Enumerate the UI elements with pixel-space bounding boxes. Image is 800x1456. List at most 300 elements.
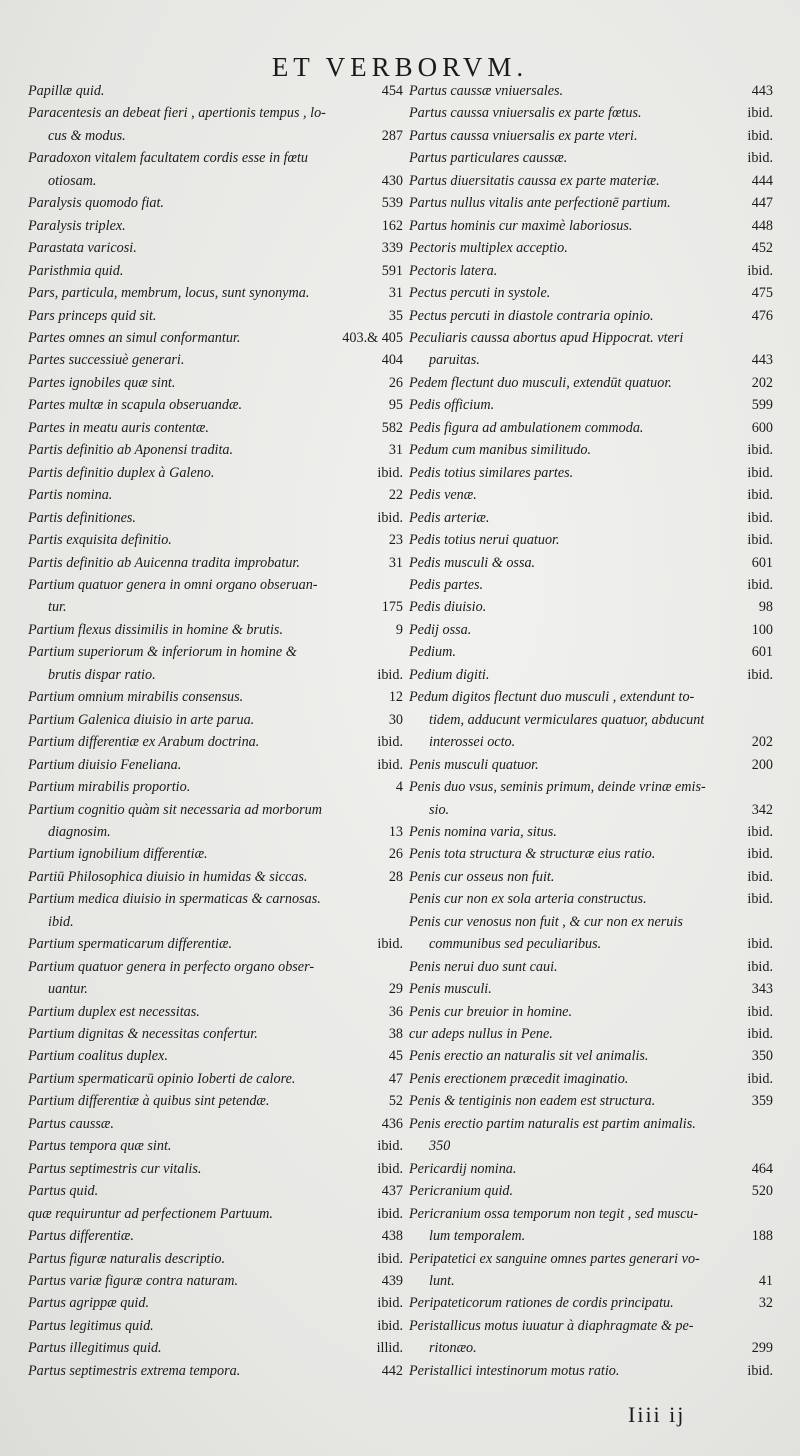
index-entry — [28, 641, 403, 686]
entry-page-ref: 31 — [388, 442, 403, 459]
index-entry — [28, 1068, 403, 1090]
entry-page-ref: ibid. — [747, 1026, 773, 1043]
entry-page-ref: 444 — [751, 172, 773, 189]
entry-page-ref: 41 — [758, 1273, 773, 1290]
entry-page-ref: 430 — [381, 172, 403, 189]
entry-term: Pectoris multiplex acceptio. — [409, 240, 568, 257]
entry-continuation: tidem, adducunt vermiculares quatuor, abducunt — [429, 711, 705, 728]
entry-continuation: brutis dispar ratio. — [48, 666, 156, 683]
index-entry — [409, 664, 773, 686]
entry-term: Pericranium ossa temporum non tegit , sed muscu- — [409, 1205, 699, 1222]
entry-page-ref: ibid. — [747, 532, 773, 549]
entry-page-ref: ibid. — [377, 756, 403, 773]
index-entry — [409, 439, 773, 461]
entry-term: Penis erectio an naturalis sit vel animalis. — [409, 1048, 649, 1065]
entry-page-ref: 447 — [751, 195, 773, 212]
entry-page-ref: 454 — [381, 83, 403, 99]
index-column-left — [28, 80, 403, 1382]
entry-term: Penis cur non ex sola arteria constructus. — [409, 891, 647, 908]
entry-term: Partis definitio duplex à Galeno. — [28, 464, 215, 481]
index-column-right — [409, 80, 773, 1382]
index-entry — [28, 1225, 403, 1247]
entry-term: Partus figuræ naturalis descriptio. — [28, 1250, 226, 1267]
index-entry — [409, 1203, 773, 1248]
entry-term: Pedij ossa. — [409, 621, 472, 638]
index-entry — [28, 1248, 403, 1270]
index-entry — [28, 1270, 403, 1292]
index-entry — [28, 933, 403, 955]
entry-term: Pedis venæ. — [409, 487, 477, 504]
entry-page-ref: 601 — [751, 554, 773, 571]
entry-page-ref: ibid. — [377, 1250, 403, 1267]
index-entry — [28, 192, 403, 214]
entry-page-ref: 299 — [751, 1340, 773, 1357]
entry-continuation: ritonæo. — [429, 1340, 477, 1357]
entry-page-ref: ibid. — [747, 868, 773, 885]
entry-term: Pars, particula, membrum, locus, sunt synonyma. — [28, 285, 310, 302]
entry-term: Partes successiuè generari. — [28, 352, 185, 369]
index-entry — [409, 1248, 773, 1293]
entry-term: Penis musculi. — [409, 981, 492, 998]
entry-continuation: uantur. — [48, 981, 88, 998]
index-entry — [409, 147, 773, 169]
entry-term: Pars princeps quid sit. — [28, 307, 157, 324]
entry-term: Pedis diuisio. — [409, 599, 487, 616]
entry-page-ref: ibid. — [377, 464, 403, 481]
entry-page-ref: 443 — [751, 83, 773, 99]
index-entry — [28, 372, 403, 394]
index-entry — [409, 305, 773, 327]
entry-term: Partium duplex est necessitas. — [28, 1003, 200, 1020]
entry-page-ref: ibid. — [747, 127, 773, 144]
entry-term: Pedis totius similares partes. — [409, 464, 574, 481]
index-entry — [409, 1135, 773, 1157]
index-entry — [28, 1001, 403, 1023]
entry-page-ref: ibid. — [747, 464, 773, 481]
entry-term: Partium Galenica diuisio in arte parua. — [28, 711, 255, 728]
entry-page-ref: 175 — [381, 599, 403, 616]
entry-page-ref: ibid. — [747, 487, 773, 504]
entry-term: Partium spermaticarum differentiæ. — [28, 936, 233, 953]
entry-term: Pericardij nomina. — [409, 1160, 517, 1177]
index-entry — [409, 911, 773, 956]
entry-page-ref: 442 — [381, 1362, 403, 1379]
index-entry — [409, 507, 773, 529]
entry-term: Partium quatuor genera in omni organo obseruan- — [28, 576, 318, 593]
entry-page-ref: 200 — [751, 756, 773, 773]
entry-term: Partium differentiæ à quibus sint petendæ. — [28, 1093, 270, 1110]
index-entry — [409, 1360, 773, 1382]
index-entry — [409, 1292, 773, 1314]
entry-continuation: communibus sed peculiaribus. — [429, 936, 602, 953]
entry-page-ref: 437 — [381, 1183, 403, 1200]
entry-term: Pedis musculi & ossa. — [409, 554, 536, 571]
index-entry — [28, 1315, 403, 1337]
entry-page-ref: 436 — [381, 1115, 403, 1132]
index-entry — [28, 1360, 403, 1382]
entry-term: Paradoxon vitalem facultatem cordis esse in fœtu — [28, 150, 309, 167]
entry-page-ref: ibid. — [747, 958, 773, 975]
index-entry — [409, 1068, 773, 1090]
entry-page-ref: 359 — [751, 1093, 773, 1110]
entry-page-ref: ibid. — [747, 666, 773, 683]
index-entry — [28, 1023, 403, 1045]
entry-page-ref: 404 — [381, 352, 403, 369]
index-entry — [409, 843, 773, 865]
index-entry — [28, 799, 403, 844]
index-entry — [28, 80, 403, 102]
index-entry — [409, 1158, 773, 1180]
index-entry — [28, 776, 403, 798]
entry-page-ref: 476 — [751, 307, 773, 324]
entry-term: cur adeps nullus in Pene. — [409, 1026, 553, 1043]
index-entry — [409, 956, 773, 978]
entry-page-ref: ibid. — [747, 823, 773, 840]
entry-term: Penis cur osseus non fuit. — [409, 868, 555, 885]
entry-term: Partus caussæ vniuersales. — [409, 83, 564, 99]
entry-page-ref: 26 — [388, 846, 403, 863]
entry-page-ref: ibid. — [377, 936, 403, 953]
entry-page-ref: ibid. — [747, 891, 773, 908]
index-entry — [409, 1315, 773, 1360]
entry-continuation: lum temporalem. — [429, 1228, 526, 1245]
entry-term: Paracentesis an debeat fieri , apertionis tempus , lo- — [28, 105, 326, 122]
entry-page-ref: 36 — [388, 1003, 403, 1020]
entry-term: Partium coalitus duplex. — [28, 1048, 168, 1065]
entry-continuation: otiosam. — [48, 172, 97, 189]
entry-term: 350 — [429, 1138, 451, 1155]
index-entry — [409, 170, 773, 192]
entry-page-ref: 12 — [388, 689, 403, 706]
entry-term: Pericranium quid. — [409, 1183, 514, 1200]
entry-page-ref: 342 — [751, 801, 773, 818]
index-entry — [409, 237, 773, 259]
index-entry — [28, 529, 403, 551]
entry-term: Pedium. — [409, 644, 456, 661]
index-entry — [409, 754, 773, 776]
index-entry — [28, 574, 403, 619]
entry-term: Partium quatuor genera in perfecto organo obser- — [28, 958, 315, 975]
entry-page-ref: 202 — [751, 734, 773, 751]
entry-page-ref: 98 — [758, 599, 773, 616]
index-entry — [28, 1135, 403, 1157]
entry-term: Pedium digiti. — [409, 666, 490, 683]
entry-page-ref: 47 — [388, 1070, 403, 1087]
entry-page-ref: 95 — [388, 397, 403, 414]
entry-term: Pedum cum manibus similitudo. — [409, 442, 592, 459]
entry-page-ref: 162 — [381, 217, 403, 234]
entry-page-ref: 35 — [388, 307, 403, 324]
entry-page-ref: 22 — [388, 487, 403, 504]
entry-term: Partis definitiones. — [28, 509, 136, 526]
entry-continuation: paruitas. — [429, 352, 480, 369]
entry-page-ref: 599 — [751, 397, 773, 414]
entry-term: Pectus percuti in systole. — [409, 285, 551, 302]
entry-term: Partus nullus vitalis ante perfectionē partium. — [409, 195, 671, 212]
index-entry — [409, 102, 773, 124]
entry-continuation: diagnosim. — [48, 823, 111, 840]
entry-term: Penis & tentiginis non eadem est structura. — [409, 1093, 656, 1110]
entry-term: Partium mirabilis proportio. — [28, 779, 191, 796]
entry-page-ref: 452 — [751, 240, 773, 257]
index-entry — [28, 237, 403, 259]
entry-page-ref: ibid. — [747, 846, 773, 863]
entry-page-ref: 9 — [395, 621, 403, 638]
entry-term: Peculiaris caussa abortus apud Hippocrat. vteri — [409, 329, 684, 346]
entry-term: Partium dignitas & necessitas confertur. — [28, 1026, 258, 1043]
entry-term: Partiū Philosophica diuisio in humidas & siccas. — [28, 868, 308, 885]
index-entry — [28, 709, 403, 731]
entry-page-ref: ibid. — [747, 1362, 773, 1379]
entry-term: Partium differentiæ ex Arabum doctrina. — [28, 734, 260, 751]
entry-term: Partis nomina. — [28, 487, 113, 504]
entry-page-ref: 339 — [381, 240, 403, 257]
index-entry — [409, 282, 773, 304]
entry-term: Pectoris latera. — [409, 262, 498, 279]
entry-page-ref: ibid. — [377, 1205, 403, 1222]
entry-page-ref: 4 — [395, 779, 403, 796]
index-entry — [28, 417, 403, 439]
entry-term: Partus diuersitatis caussa ex parte materiæ. — [409, 172, 660, 189]
page-header: ET VERBORVM. — [271, 52, 529, 82]
entry-page-ref: 31 — [388, 285, 403, 302]
entry-page-ref: ibid. — [377, 734, 403, 751]
entry-term: Paralysis quomodo fiat. — [28, 195, 164, 212]
entry-term: Penis tota structura & structuræ eius ratio. — [409, 846, 656, 863]
entry-page-ref: 287 — [381, 127, 403, 144]
entry-term: Penis musculi quatuor. — [409, 756, 539, 773]
entry-page-ref: 13 — [388, 823, 403, 840]
index-entry — [409, 192, 773, 214]
index-entry — [28, 327, 403, 349]
index-entry — [409, 552, 773, 574]
entry-page-ref: illid. — [376, 1340, 403, 1357]
entry-page-ref: 202 — [751, 374, 773, 391]
index-entry — [28, 956, 403, 1001]
index-entry — [28, 1180, 403, 1202]
entry-page-ref: ibid. — [747, 1070, 773, 1087]
entry-page-ref: 539 — [381, 195, 403, 212]
entry-term: Penis cur breuior in homine. — [409, 1003, 573, 1020]
index-entry — [28, 102, 403, 147]
entry-page-ref: 343 — [751, 981, 773, 998]
index-entry — [409, 394, 773, 416]
entry-page-ref: ibid. — [747, 576, 773, 593]
index-entry — [28, 507, 403, 529]
entry-term: Partes omnes an simul conformantur. — [28, 329, 241, 346]
entry-term: Pedis partes. — [409, 576, 484, 593]
index-entry — [28, 754, 403, 776]
index-entry — [409, 80, 773, 102]
entry-page-ref: 403.& 405 — [342, 329, 403, 346]
index-entry — [28, 619, 403, 641]
entry-term: Partus caussa vniuersalis ex parte vteri. — [409, 127, 638, 144]
entry-term: Partium diuisio Feneliana. — [28, 756, 182, 773]
entry-page-ref: 600 — [751, 419, 773, 436]
entry-term: Penis cur venosus non fuit , & cur non ex neruis — [409, 913, 683, 930]
entry-term: Partus differentiæ. — [28, 1228, 134, 1245]
entry-term: Partium omnium mirabilis consensus. — [28, 689, 244, 706]
entry-page-ref: ibid. — [747, 105, 773, 122]
index-entry — [409, 1113, 773, 1135]
entry-term: Partus quid. — [28, 1183, 99, 1200]
entry-term: Pedis arteriæ. — [409, 509, 490, 526]
index-entry — [28, 394, 403, 416]
index-entry — [409, 260, 773, 282]
entry-page-ref: ibid. — [377, 1295, 403, 1312]
index-entry — [409, 1045, 773, 1067]
entry-page-ref: 350 — [751, 1048, 773, 1065]
entry-term: Paristhmia quid. — [28, 262, 124, 279]
index-entry — [28, 888, 403, 933]
entry-term: Partus illegitimus quid. — [28, 1340, 162, 1357]
entry-term: Peripateticorum rationes de cordis principatu. — [409, 1295, 674, 1312]
entry-page-ref: 520 — [751, 1183, 773, 1200]
entry-term: Partus septimestris extrema tempora. — [28, 1362, 241, 1379]
entry-page-ref: ibid. — [377, 666, 403, 683]
entry-term: Paralysis triplex. — [28, 217, 126, 234]
entry-term: Partis definitio ab Auicenna tradita improbatur. — [28, 554, 300, 571]
entry-term: Penis erectio partim naturalis est partim animalis. — [409, 1115, 696, 1132]
index-entry — [409, 1180, 773, 1202]
index-entry — [409, 619, 773, 641]
index-entry — [409, 417, 773, 439]
entry-page-ref: 100 — [751, 621, 773, 638]
entry-term: Partes multæ in scapula obseruandæ. — [28, 397, 242, 414]
index-entry — [28, 147, 403, 192]
index-entry — [409, 484, 773, 506]
entry-page-ref: ibid. — [377, 509, 403, 526]
entry-continuation: cus & modus. — [48, 127, 126, 144]
entry-page-ref: ibid. — [747, 150, 773, 167]
entry-page-ref: ibid. — [747, 262, 773, 279]
entry-page-ref: 45 — [388, 1048, 403, 1065]
index-entry — [28, 552, 403, 574]
index-entry — [28, 484, 403, 506]
entry-term: Penis nomina varia, situs. — [409, 823, 557, 840]
index-entry — [409, 529, 773, 551]
entry-term: Partis exquisita definitio. — [28, 532, 172, 549]
index-entry — [409, 596, 773, 618]
entry-term: Peripatetici ex sanguine omnes partes generari vo- — [409, 1250, 700, 1267]
entry-term: Partes in meatu auris contentæ. — [28, 419, 209, 436]
entry-page-ref: ibid. — [377, 1317, 403, 1334]
entry-page-ref: 464 — [751, 1160, 773, 1177]
entry-term: Partium spermaticarū opinio Ioberti de calore. — [28, 1070, 296, 1087]
index-entry — [28, 866, 403, 888]
entry-term: Partus variæ figuræ contra naturam. — [28, 1273, 239, 1290]
entry-term: Parastata varicosi. — [28, 240, 137, 257]
entry-page-ref: 31 — [388, 554, 403, 571]
index-entry — [28, 1113, 403, 1135]
entry-page-ref: 23 — [388, 532, 403, 549]
entry-page-ref: 443 — [751, 352, 773, 369]
entry-page-ref: 38 — [388, 1026, 403, 1043]
entry-term: Pedum digitos flectunt duo musculi , extendunt to- — [409, 689, 695, 706]
entry-term: Peristallici intestinorum motus ratio. — [409, 1362, 620, 1379]
index-entry — [28, 1337, 403, 1359]
entry-page-ref: 475 — [751, 285, 773, 302]
index-entry — [409, 574, 773, 596]
index-entry — [409, 1090, 773, 1112]
entry-term: Partium cognitio quàm sit necessaria ad morborum — [28, 801, 322, 818]
entry-term: Partes ignobiles quæ sint. — [28, 374, 176, 391]
entry-page-ref: 438 — [381, 1228, 403, 1245]
index-entry — [409, 641, 773, 663]
entry-continuation: lunt. — [429, 1273, 455, 1290]
entry-continuation: interossei octo. — [429, 734, 516, 751]
index-entry — [409, 866, 773, 888]
index-entry — [409, 978, 773, 1000]
entry-term: Pedis totius nerui quatuor. — [409, 532, 560, 549]
entry-page-ref: 188 — [751, 1228, 773, 1245]
index-entry — [409, 1023, 773, 1045]
entry-page-ref: 30 — [388, 711, 403, 728]
index-entry — [28, 462, 403, 484]
entry-term: Partium ignobilium differentiæ. — [28, 846, 208, 863]
entry-term: Pedis figura ad ambulationem commoda. — [409, 419, 644, 436]
entry-term: Pectus percuti in diastole contraria opinio. — [409, 307, 654, 324]
entry-page-ref: ibid. — [747, 509, 773, 526]
index-entry — [28, 215, 403, 237]
index-entry — [409, 215, 773, 237]
index-entry — [28, 686, 403, 708]
entry-continuation: sio. — [429, 801, 450, 818]
entry-term: Partus tempora quæ sint. — [28, 1138, 172, 1155]
entry-term: Partium flexus dissimilis in homine & brutis. — [28, 621, 283, 638]
index-entry — [28, 260, 403, 282]
index-entry — [28, 1158, 403, 1180]
index-entry — [28, 843, 403, 865]
entry-page-ref: ibid. — [747, 442, 773, 459]
entry-page-ref: ibid. — [377, 1138, 403, 1155]
index-entry — [409, 821, 773, 843]
index-entry — [28, 1045, 403, 1067]
entry-term: Pedis officium. — [409, 397, 495, 414]
entry-term: Partis definitio ab Aponensi tradita. — [28, 442, 234, 459]
entry-page-ref: 28 — [388, 868, 403, 885]
entry-continuation: ibid. — [48, 913, 74, 930]
entry-page-ref: ibid. — [747, 1003, 773, 1020]
index-entry — [409, 776, 773, 821]
index-entry — [28, 439, 403, 461]
index-entry — [409, 372, 773, 394]
entry-page-ref: 32 — [758, 1295, 773, 1312]
entry-page-ref: 591 — [381, 262, 403, 279]
index-entry — [409, 1001, 773, 1023]
index-entry — [28, 349, 403, 371]
entry-term: Partium medica diuisio in spermaticas & carnosas. — [28, 891, 321, 908]
entry-term: Penis nerui duo sunt caui. — [409, 958, 558, 975]
entry-page-ref: 582 — [381, 419, 403, 436]
entry-term: Peristallicus motus iuuatur à diaphragmate & pe- — [409, 1317, 694, 1334]
entry-page-ref: 448 — [751, 217, 773, 234]
entry-term: Partus septimestris cur vitalis. — [28, 1160, 202, 1177]
index-entry — [28, 282, 403, 304]
entry-page-ref: ibid. — [377, 1160, 403, 1177]
entry-term: Pedem flectunt duo musculi, extendūt quatuor. — [409, 374, 672, 391]
entry-term: quæ requiruntur ad perfectionem Partuum. — [28, 1205, 273, 1222]
entry-page-ref: 26 — [388, 374, 403, 391]
index-entry — [409, 462, 773, 484]
entry-term: Partus particulares caussæ. — [409, 150, 568, 167]
index-entry — [409, 888, 773, 910]
index-entry — [409, 125, 773, 147]
entry-page-ref: ibid. — [747, 936, 773, 953]
entry-page-ref: 439 — [381, 1273, 403, 1290]
entry-term: Partus caussæ. — [28, 1115, 114, 1132]
index-entry — [28, 1292, 403, 1314]
